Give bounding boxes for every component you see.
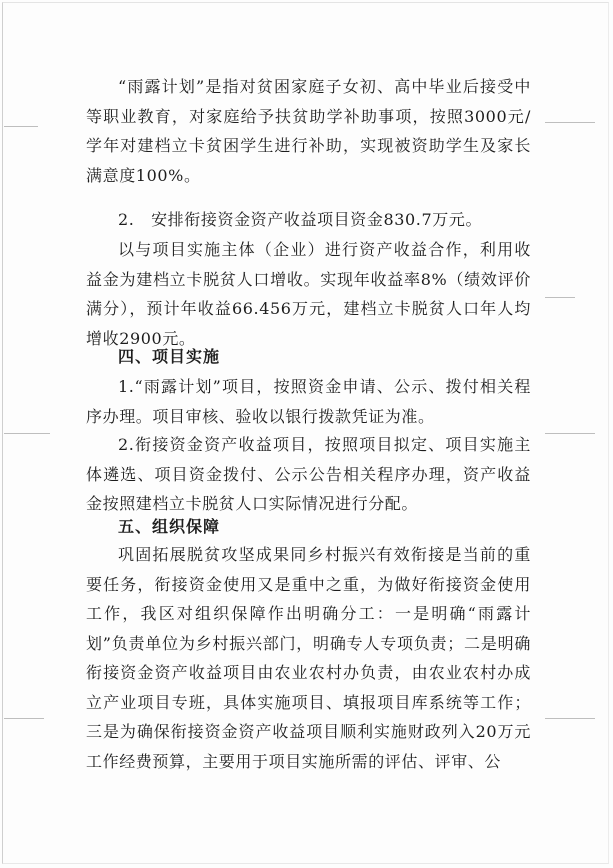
section-heading-implementation: 四、项目实施 <box>118 347 221 366</box>
binding-mark <box>545 433 595 434</box>
paragraph-organization: 巩固拓展脱贫攻坚成果同乡村振兴有效衔接是当前的重要任务，衔接资金使用又是重中之重，为做好衔接资金使用工作，我区对组织保障作出明确分工：一是明确“雨露计划”负责单位为乡村振兴部门，明确专人专项负责；二是明确衔接资金资产收益项目由农业农村办负责，由农业农村办成立产业项目专班，具体实施项目、填报项目库系统等工作；三是为确保衔接资金资产收益项目顺利实施财政列入20万元工作经费预算，主要用于项目实施所需的评估、评审、公 <box>86 545 531 771</box>
paragraph-item-2: 2. 安排衔接资金资产收益项目资金830.7万元。 <box>118 210 483 229</box>
paragraph-implementation-1: 1.“雨露计划”项目，按照资金申请、公示、拨付相关程序办理。项目审核、验收以银行拨款凭证为准。 <box>86 377 531 426</box>
binding-mark <box>545 718 595 719</box>
binding-mark <box>4 126 38 127</box>
binding-mark <box>4 718 44 719</box>
paragraph-rainbow-plan: “雨露计划”是指对贫困家庭子女初、高中毕业后接受中等职业教育，对家庭给予扶贫助学补助事项，按照3000元/学年对建档立卡贫困学生进行补助，实现被资助学生及家长满意度100%。 <box>86 77 531 185</box>
binding-mark <box>545 122 595 123</box>
paragraph-revenue: 以与项目实施主体（企业）进行资产收益合作，利用收益金为建档立卡脱贫人口增收。实现年收益率8%（绩效评价满分），预计年收益66.456万元，建档立卡脱贫人口年人均增收2900元。 <box>86 240 531 348</box>
binding-mark <box>4 433 50 434</box>
paragraph-implementation-2: 2.衔接资金资产收益项目，按照项目拟定、项目实施主体遴选、项目资金拨付、公示公告相关程序办理，资产收益金按照建档立卡脱贫人口实际情况进行分配。 <box>86 435 531 513</box>
section-heading-organization: 五、组织保障 <box>118 517 221 536</box>
binding-mark <box>545 297 575 298</box>
